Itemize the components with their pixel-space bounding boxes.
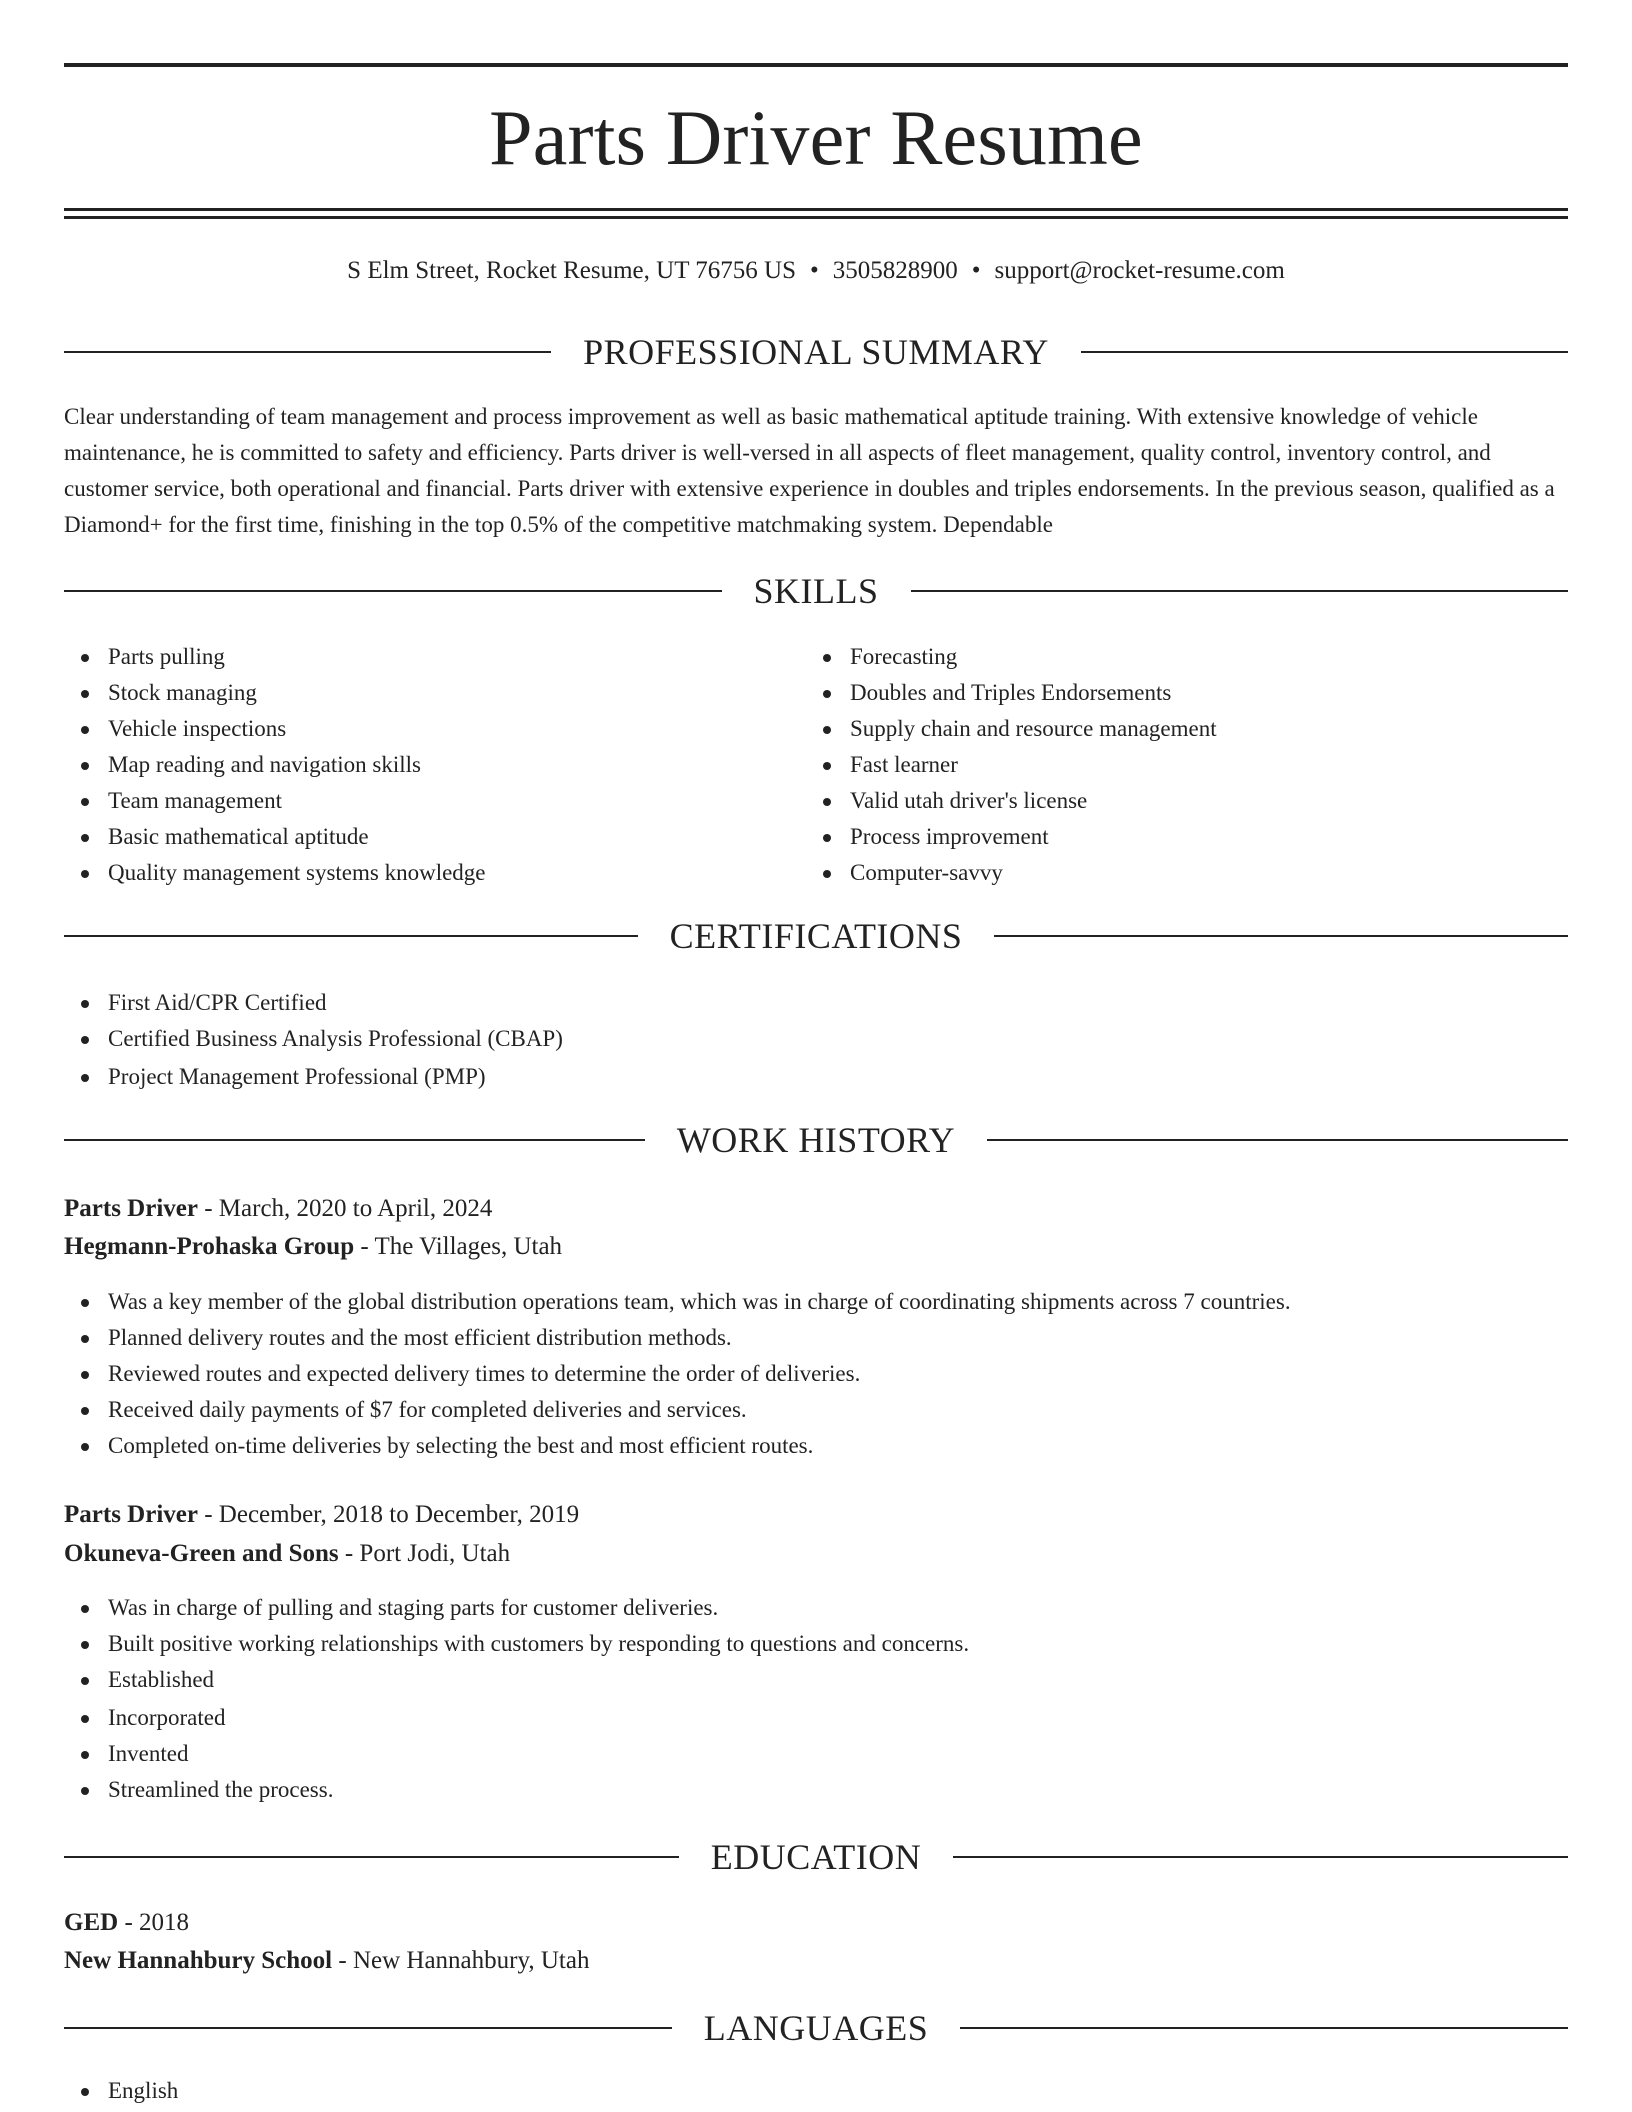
section-rule [911,590,1569,592]
skill-item: Supply chain and resource management [806,711,1506,747]
job-company-line [64,1228,1568,1266]
skill-item: Parts pulling [64,639,764,675]
section-title: PROFESSIONAL SUMMARY [583,332,1049,372]
section-rule [64,590,722,592]
job-company: Okuneva-Green and Sons [64,1540,339,1567]
skill-item: Fast learner [806,747,1506,783]
education-year: - 2018 [118,1909,190,1936]
job-bullets [64,1284,1568,1464]
education-school: New Hannahbury School [64,1947,333,1974]
education-location: - New Hannahbury, Utah [332,1947,590,1974]
job-bullet: Built positive working relationships with customers by responding to questions and concerns. [64,1626,1568,1662]
contact-address: S Elm Street, Rocket Resume, UT 76756 US [347,257,796,284]
section-rule [64,351,551,353]
section-heading-skills [64,569,1568,613]
section-heading-certifications [64,914,1568,958]
section-rule [953,1856,1568,1858]
skill-item: Basic mathematical aptitude [64,819,764,855]
job-bullet: Was a key member of the global distribution operations team, which was in charge of coordinating shipments across 7 countries. [64,1284,1568,1320]
top-rule [64,63,1568,67]
section-title: SKILLS [753,571,879,611]
section-rule [64,1856,679,1858]
section-heading-summary [64,330,1568,374]
section-rule [1081,351,1568,353]
skills-left-column [64,639,764,891]
job-bullet: Reviewed routes and expected delivery times to determine the order of deliveries. [64,1356,1568,1392]
job-title-line [64,1496,1568,1534]
section-title: WORK HISTORY [676,1120,956,1160]
section-heading-education [64,1835,1568,1879]
certification-item: Certified Business Analysis Professional (CBAP) [64,1021,1064,1057]
section-rule [64,1139,645,1141]
job-dates: - March, 2020 to April, 2024 [197,1195,493,1222]
skills-right-column [806,639,1506,891]
job-bullet: Completed on-time deliveries by selecting the best and most efficient routes. [64,1428,1568,1464]
job-bullet: Streamlined the process. [64,1772,1568,1808]
contact-separator: • [971,257,981,284]
contact-phone: 3505828900 [832,257,958,284]
section-title: LANGUAGES [703,2008,929,2048]
skill-item: Team management [64,783,764,819]
job-location: - The Villages, Utah [354,1233,563,1260]
education-school-line [64,1942,1568,1980]
contact-line [64,254,1568,288]
skill-item: Quality management systems knowledge [64,855,764,891]
languages-list [64,2073,664,2109]
job-bullet: Established [64,1662,1568,1698]
page-title: Parts Driver Resume [489,94,1143,181]
job-bullet: Incorporated [64,1700,1568,1736]
skill-item: Computer-savvy [806,855,1506,891]
skill-item: Process improvement [806,819,1506,855]
title-double-rule [64,208,1568,219]
contact-email: support@rocket-resume.com [994,257,1285,284]
skill-item: Vehicle inspections [64,711,764,747]
job-bullet: Was in charge of pulling and staging parts for customer deliveries. [64,1590,1568,1626]
job-location: - Port Jodi, Utah [338,1540,511,1567]
job-bullet: Received daily payments of $7 for completed deliveries and services. [64,1392,1568,1428]
job-title-line [64,1190,1568,1228]
contact-separator: • [810,257,819,284]
section-rule [960,2027,1568,2029]
job-bullet: Invented [64,1736,1568,1772]
section-heading-languages [64,2006,1568,2050]
skill-item: Forecasting [806,639,1506,675]
education-degree-line [64,1904,1568,1942]
summary-text: Clear understanding of team management and process improvement as well as basic mathematical aptitude training. With extensive knowledge of vehicle maintenance, he is committed to safety and efficiency. Parts driver is well-versed in all aspects of fleet management, quality control, inventory control, and customer service, both operational and financial. Parts driver with extensive experience in doubles and triples endorsements. In the previous season, qualified as a Diamond+ for the first time, finishing in the top 0.5% of the competitive matchmaking system. Dependable [64,404,1555,537]
job-bullets [64,1590,1568,1808]
section-rule [994,935,1568,937]
job-bullet: Planned delivery routes and the most efficient distribution methods. [64,1320,1568,1356]
certifications-list [64,985,1064,1095]
section-title: EDUCATION [710,1837,922,1877]
section-heading-work-history [64,1118,1568,1162]
job-company-line [64,1535,1568,1573]
certification-item: First Aid/CPR Certified [64,985,1064,1021]
job-dates: - December, 2018 to December, 2019 [197,1501,580,1528]
job-role: Parts Driver [64,1501,198,1528]
skill-item: Stock managing [64,675,764,711]
skill-item: Doubles and Triples Endorsements [806,675,1506,711]
skill-item: Map reading and navigation skills [64,747,764,783]
certification-item: Project Management Professional (PMP) [64,1059,1064,1095]
section-rule [64,2027,672,2029]
section-rule [64,935,638,937]
language-item: English [64,2073,664,2109]
education-degree: GED [64,1909,119,1936]
job-role: Parts Driver [64,1195,198,1222]
section-title: CERTIFICATIONS [669,916,963,956]
skill-item: Valid utah driver's license [806,783,1506,819]
job-company: Hegmann-Prohaska Group [64,1233,355,1260]
section-rule [987,1139,1568,1141]
